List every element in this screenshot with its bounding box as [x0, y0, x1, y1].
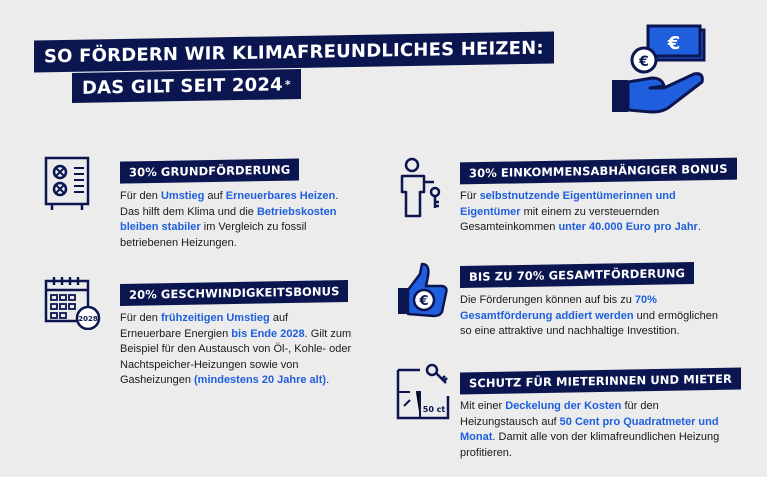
section-mieterschutz [460, 370, 733, 461]
section-geschwindigkeitsbonus [120, 282, 352, 389]
price-label: 50 ct [422, 405, 446, 414]
svg-text:€: € [667, 33, 681, 54]
calendar-2028-icon [44, 276, 102, 330]
floorplan-key-icon [396, 362, 452, 422]
heater-icon [44, 156, 92, 212]
text-einkommensbonus: Für selbstnutzende Eigentümerinnen und Eigentümer mit einem zu versteuernden Gesamteinkommen unter 40.000 Euro pro Jahr. [460, 190, 701, 233]
page-title-line2: DAS GILT SEIT 2024 * [72, 69, 301, 103]
badge-einkommensbonus: 30% EINKOMMENSABHÄNGIGER BONUS [460, 158, 737, 185]
svg-text:€: € [419, 294, 429, 309]
text-grundfoerderung: Für den Umstieg auf Erneuerbares Heizen. Das hilft dem Klima und die Betriebskosten bleiben stabiler im Vergleich zu fossil betriebenen Heizungen. [120, 190, 339, 249]
page-title-line1: SO FÖRDERN WIR KLIMAFREUNDLICHES HEIZEN: [34, 31, 554, 72]
text-gesamtfoerderung: Die Förderungen können auf bis zu 70% Gesamtförderung addiert werden und ermöglichen so eine attraktive und nachhaltige Investition. [460, 294, 718, 337]
text-geschwindigkeitsbonus: Für den frühzeitigen Umstieg auf Erneuerbare Energien bis Ende 2028. Gilt zum Beispiel für den Austausch von Öl-, Kohle- oder Nachtspeicher-Heizungen sowie von Gasheizungen (mindestens 20 Jahre alt). [120, 312, 352, 386]
footnote-mark: * [284, 77, 291, 91]
badge-mieterschutz: SCHUTZ FÜR MIETERINNEN UND MIETER [460, 368, 741, 395]
text-mieterschutz: Mit einer Deckelung der Kosten für den Heizungstausch auf 50 Cent pro Quadratmeter und Monat. Damit alle von der klimafreundlichen Heizung profitieren. [460, 400, 720, 459]
section-einkommensbonus [460, 160, 728, 236]
badge-grundfoerderung: 30% GRUNDFÖRDERUNG [120, 158, 299, 183]
person-key-icon [398, 156, 444, 218]
section-gesamtfoerderung [460, 264, 722, 340]
svg-text:€: € [639, 54, 649, 70]
section-grundfoerderung [120, 160, 352, 251]
hand-euro-icon [606, 22, 716, 122]
calendar-year: 2028 [78, 315, 98, 323]
badge-geschwindigkeitsbonus: 20% GESCHWINDIGKEITSBONUS [120, 280, 348, 306]
thumbs-up-euro-icon [396, 262, 450, 318]
badge-gesamtfoerderung: BIS ZU 70% GESAMTFÖRDERUNG [460, 262, 694, 288]
